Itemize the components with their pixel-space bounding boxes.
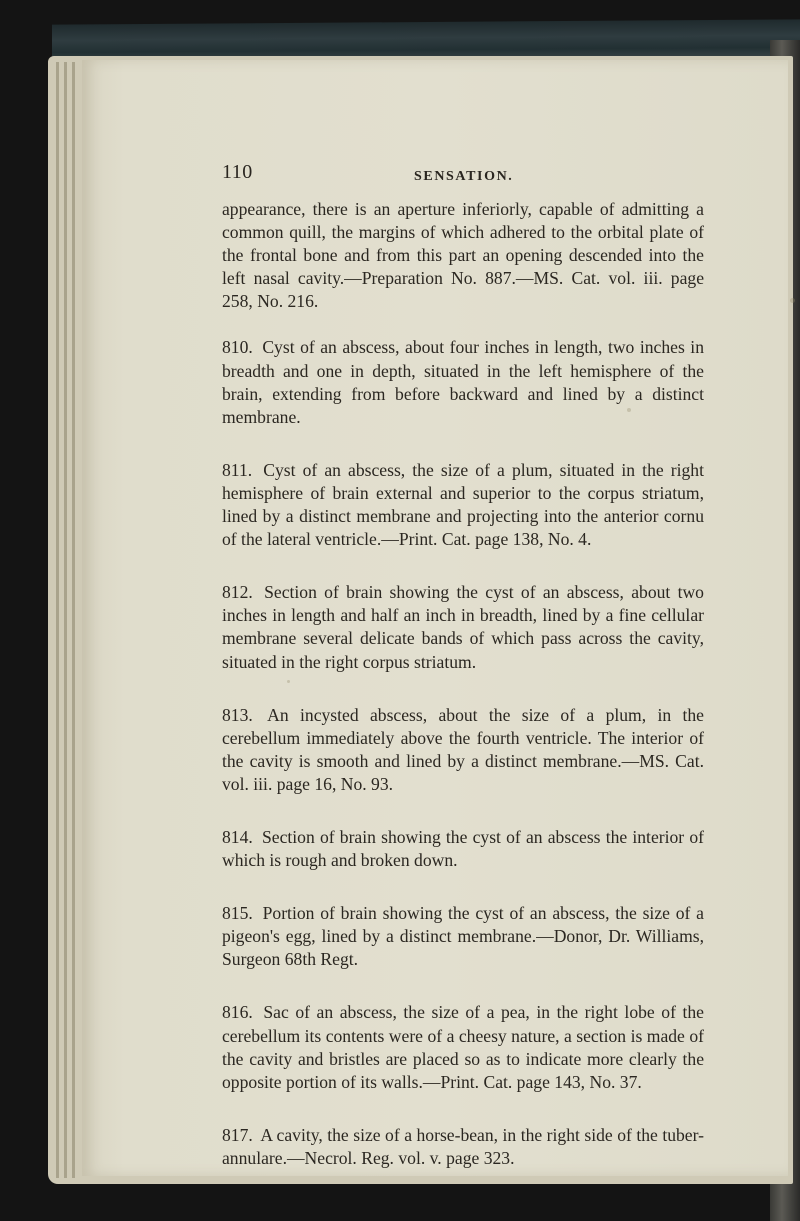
entry-text: Section of brain showing the cyst of an abscess the interior of which is rough and broken down. bbox=[222, 826, 704, 871]
paper-spot bbox=[790, 298, 795, 303]
catalog-entry-814 bbox=[222, 826, 704, 872]
catalog-entry-811 bbox=[222, 459, 704, 551]
catalog-entry-812 bbox=[222, 581, 704, 673]
entry-text: Cyst of an abscess, the size of a plum, situated in the right hemisphere of brain external and superior to the corpus striatum, lined by a distinct membrane and projecting into the anterior cornu of the lateral ventricle.—Print. Cat. page 138, No. 4. bbox=[222, 459, 704, 550]
entry-text: An incysted abscess, about the size of a plum, in the cerebellum immediately above the fourth ventricle. The interior of the cavity is smooth and lined by a distinct membrane.—MS. Cat. vol. iii. page 16, No. 93. bbox=[222, 704, 704, 794]
entry-number: 817. bbox=[222, 1124, 253, 1145]
catalog-entry-817 bbox=[222, 1124, 704, 1170]
leaf-edge bbox=[72, 62, 75, 1178]
entry-text: Sac of an abscess, the size of a pea, in the right lobe of the cerebellum its contents were of a cheesy nature, a section is made of the cavity and bristles are placed so as to indicate more clearly the opposite portion of its walls.—Print. Cat. page 143, No. 37. bbox=[222, 1002, 704, 1092]
catalog-entry-813 bbox=[222, 704, 704, 796]
page-body bbox=[222, 198, 704, 1200]
entry-number: 816. bbox=[222, 1002, 253, 1023]
entry-text: A cavity, the size of a horse-bean, in the right side of the tuber-annulare.—Necrol. Reg. vol. v. page 323. bbox=[222, 1124, 704, 1168]
paragraph-text: appearance, there is an aperture inferiorly, capable of admitting a common quill, the margins of which adhered to the orbital plate of the frontal bone and from this part an opening descended into the left nasal cavity.—Preparation No. 887.—MS. Cat. vol. iii. page 258, No. 216. bbox=[222, 199, 704, 312]
entry-text: Section of brain showing the cyst of an abscess, about two inches in length and half an inch in breadth, lined by a fine cellular membrane several delicate bands of which pass across the cavity, situated in the right corpus striatum. bbox=[222, 582, 704, 672]
entry-number: 814. bbox=[222, 826, 253, 847]
paragraph-continued bbox=[222, 198, 704, 313]
catalog-entry-815 bbox=[222, 902, 704, 971]
entry-number: 815. bbox=[222, 903, 253, 924]
leaf-edge bbox=[56, 62, 59, 1178]
page-number: 110 bbox=[222, 161, 253, 183]
entry-text: Cyst of an abscess, about four inches in length, two inches in breadth and one in depth, situated in the left hemisphere of the brain, extending from before backward and lined by a distinct membrane. bbox=[222, 337, 704, 427]
entry-text: Portion of brain showing the cyst of an abscess, the size of a pigeon's egg, lined by a distinct membrane.—Donor, Dr. Williams, Surgeon 68th Regt. bbox=[222, 903, 704, 970]
entry-number: 810. bbox=[222, 337, 253, 358]
leaf-edge bbox=[64, 62, 67, 1178]
entry-number: 811. bbox=[222, 459, 253, 480]
catalog-entry-810 bbox=[222, 336, 704, 428]
entry-number: 813. bbox=[222, 704, 253, 725]
entry-number: 812. bbox=[222, 582, 253, 603]
running-head: SENSATION. bbox=[414, 169, 514, 184]
catalog-entry-816 bbox=[222, 1001, 704, 1093]
